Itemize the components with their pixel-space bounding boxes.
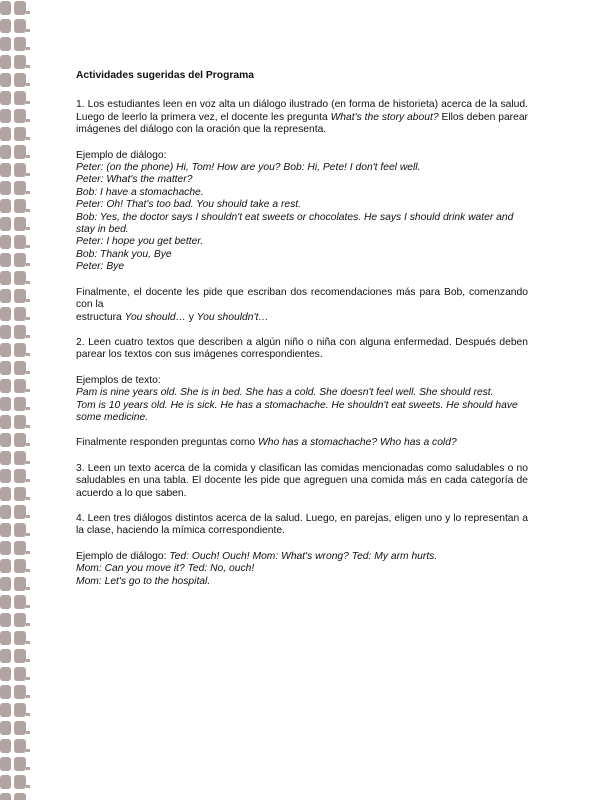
binding-block — [0, 649, 11, 663]
binding-block — [14, 253, 26, 267]
binding-block — [14, 433, 26, 447]
binding-notch — [26, 515, 30, 518]
binding-notch — [26, 785, 30, 788]
binding-block — [0, 361, 11, 375]
binding-notch — [26, 155, 30, 158]
binding-block — [14, 703, 26, 717]
dialogue-4-line: Mom: Can you move it? Ted: No, ouch! — [76, 563, 255, 575]
binding-block — [0, 289, 11, 303]
binding-notch — [26, 29, 30, 32]
binding-block — [0, 127, 11, 141]
binding-block — [14, 181, 26, 195]
dialogue-1-line: Peter: Oh! That's too bad. You should take a rest. — [76, 199, 302, 211]
binding-block — [0, 199, 11, 213]
binding-notch — [26, 371, 30, 374]
binding-block — [0, 343, 11, 357]
dialogue-1-line: Peter: (on the phone) Hi, Tom! How are you? Bob: Hi, Pete! I don't feel well. — [76, 162, 421, 174]
activity-2-paragraph: 2. Leen cuatro textos que describen a algún niño o niña con alguna enfermedad. Después deben parear los textos con sus imágenes correspondientes. — [76, 336, 528, 361]
binding-block — [14, 1, 26, 15]
binding-block — [0, 703, 11, 717]
binding-block — [0, 577, 11, 591]
binding-block — [0, 541, 11, 555]
binding-notch — [26, 731, 30, 734]
structure-connector: y — [185, 311, 197, 323]
binding-block — [14, 685, 26, 699]
binding-block — [14, 559, 26, 573]
binding-notch — [26, 227, 30, 230]
binding-block — [14, 505, 26, 519]
activity-3-paragraph: 3. Leen un texto acerca de la comida y clasifican las comidas mencionadas como saludables o no saludables en una tabla. El docente les pide que agreguen una comida más en cada categoría de acuerdo a lo que saben. — [76, 462, 528, 499]
binding-block — [0, 55, 11, 69]
binding-block — [14, 325, 26, 339]
binding-notch — [26, 641, 30, 644]
binding-notch — [26, 749, 30, 752]
binding-block — [14, 469, 26, 483]
binding-notch — [26, 461, 30, 464]
binding-notch — [26, 191, 30, 194]
structure-should: You should… — [124, 311, 186, 323]
binding-block — [0, 307, 11, 321]
binding-block — [14, 415, 26, 429]
final-2-question-2: Who has a cold? — [379, 437, 457, 449]
notebook-binding-strip — [0, 0, 30, 800]
binding-block — [0, 163, 11, 177]
binding-notch — [26, 551, 30, 554]
binding-block — [14, 721, 26, 735]
dialogue-4-line: Ted: Ouch! Ouch! Mom: What's wrong? Ted: My arm hurts. — [169, 550, 438, 562]
binding-notch — [26, 425, 30, 428]
dialogue-4-first-line — [76, 551, 528, 563]
binding-block — [14, 307, 26, 321]
binding-notch — [26, 497, 30, 500]
binding-block — [14, 487, 26, 501]
binding-block — [14, 739, 26, 753]
binding-block — [0, 775, 11, 789]
binding-block — [0, 73, 11, 87]
binding-block — [14, 451, 26, 465]
binding-notch — [26, 407, 30, 410]
binding-block — [0, 721, 11, 735]
binding-notch — [26, 245, 30, 248]
binding-block — [0, 91, 11, 105]
binding-block — [0, 739, 11, 753]
binding-block — [14, 577, 26, 591]
dialogue-1-line: Peter: Bye — [76, 261, 125, 273]
binding-notch — [26, 587, 30, 590]
binding-block — [14, 91, 26, 105]
binding-block — [14, 217, 26, 231]
binding-block — [0, 19, 11, 33]
binding-block — [14, 757, 26, 771]
structure-shouldnt: You shouldn't… — [196, 311, 269, 323]
binding-notch — [26, 335, 30, 338]
binding-block — [0, 559, 11, 573]
binding-block — [14, 289, 26, 303]
binding-notch — [26, 659, 30, 662]
binding-block — [0, 433, 11, 447]
binding-block — [14, 631, 26, 645]
activity-4-paragraph: 4. Leen tres diálogos distintos acerca de la salud. Luego, en parejas, eligen uno y lo representan a la clase, haciendo la mímica correspondiente. — [76, 512, 528, 537]
binding-block — [0, 451, 11, 465]
binding-notch — [26, 533, 30, 536]
binding-block — [0, 505, 11, 519]
binding-notch — [26, 263, 30, 266]
binding-block — [0, 217, 11, 231]
activity-1-paragraph — [76, 99, 528, 136]
binding-block — [0, 271, 11, 285]
binding-notch — [26, 209, 30, 212]
binding-block — [0, 415, 11, 429]
structure-label: estructura — [76, 311, 125, 323]
dialogue-1-line: Peter: What's the matter? — [76, 174, 193, 186]
final-2-paragraph — [76, 437, 528, 449]
dialogue-4-label: Ejemplo de diálogo: — [76, 550, 170, 562]
binding-block — [14, 37, 26, 51]
binding-notch — [26, 443, 30, 446]
binding-block — [14, 523, 26, 537]
page-title: Actividades sugeridas del Programa — [76, 70, 254, 81]
binding-notch — [26, 47, 30, 50]
binding-block — [0, 685, 11, 699]
binding-block — [14, 595, 26, 609]
binding-block — [14, 343, 26, 357]
binding-block — [14, 667, 26, 681]
binding-block — [14, 145, 26, 159]
dialogue-1-line: Bob: Thank you, Bye — [76, 248, 172, 260]
binding-block — [14, 73, 26, 87]
binding-notch — [26, 353, 30, 356]
binding-block — [0, 397, 11, 411]
final-1-structure — [76, 312, 528, 324]
binding-notch — [26, 281, 30, 284]
binding-block — [0, 181, 11, 195]
binding-notch — [26, 389, 30, 392]
binding-block — [14, 109, 26, 123]
binding-block — [0, 1, 11, 15]
binding-block — [0, 235, 11, 249]
binding-block — [0, 145, 11, 159]
activity-1-question: What's the story about? — [330, 111, 439, 123]
binding-block — [14, 127, 26, 141]
binding-notch — [26, 623, 30, 626]
binding-block — [14, 793, 26, 800]
binding-block — [14, 775, 26, 789]
binding-block — [14, 613, 26, 627]
binding-block — [14, 649, 26, 663]
binding-notch — [26, 695, 30, 698]
binding-block — [0, 523, 11, 537]
binding-notch — [26, 713, 30, 716]
binding-block — [0, 613, 11, 627]
document-body — [76, 70, 528, 588]
binding-block — [0, 757, 11, 771]
binding-notch — [26, 299, 30, 302]
binding-block — [14, 55, 26, 69]
binding-block — [14, 379, 26, 393]
dialogue-1-line: Bob: I have a stomachache. — [76, 186, 204, 198]
binding-block — [0, 595, 11, 609]
binding-block — [0, 793, 11, 800]
binding-block — [0, 469, 11, 483]
final-2-question-1: Who has a stomachache? — [258, 437, 378, 449]
dialogue-4-line: Mom: Let's go to the hospital. — [76, 575, 211, 587]
binding-block — [0, 253, 11, 267]
texts-2-line: Pam is nine years old. She is in bed. She has a cold. She doesn't feel well. She should rest. — [76, 387, 494, 399]
binding-block — [0, 325, 11, 339]
binding-notch — [26, 119, 30, 122]
texts-2-label: Ejemplos de texto: — [76, 374, 161, 386]
binding-block — [14, 361, 26, 375]
binding-block — [0, 487, 11, 501]
binding-block — [0, 667, 11, 681]
binding-block — [14, 397, 26, 411]
binding-block — [14, 199, 26, 213]
binding-notch — [26, 569, 30, 572]
binding-block — [0, 37, 11, 51]
binding-block — [14, 541, 26, 555]
binding-notch — [26, 83, 30, 86]
binding-block — [0, 631, 11, 645]
binding-notch — [26, 137, 30, 140]
binding-block — [0, 379, 11, 393]
texts-2-line: Tom is 10 years old. He is sick. He has a stomachache. He shouldn't eat sweets. He should have some medicine. — [76, 399, 518, 423]
binding-block — [14, 271, 26, 285]
dialogue-1-line: Bob: Yes, the doctor says I shouldn't eat sweets or chocolates. He says I should drink water and stay in bed. — [76, 211, 514, 236]
binding-notch — [26, 11, 30, 14]
binding-block — [14, 235, 26, 249]
final-1-paragraph: Finalmente, el docente les pide que escriban dos recomendaciones más para Bob, comenzando con la — [76, 286, 528, 311]
binding-notch — [26, 65, 30, 68]
activity-1-text: 1. Los estudiantes leen en voz alta un diálogo ilustrado (en forma de historieta) acerca de la salud. Luego de leerlo la primera vez, el docente les pregunta — [76, 99, 528, 123]
binding-notch — [26, 101, 30, 104]
binding-block — [0, 109, 11, 123]
binding-notch — [26, 317, 30, 320]
binding-notch — [26, 677, 30, 680]
dialogue-1-label: Ejemplo de diálogo: — [76, 149, 167, 161]
binding-notch — [26, 605, 30, 608]
dialogue-1-line: Peter: I hope you get better. — [76, 236, 204, 248]
binding-notch — [26, 479, 30, 482]
binding-block — [14, 163, 26, 177]
binding-block — [14, 19, 26, 33]
final-2-text: Finalmente responden preguntas como — [76, 437, 259, 449]
binding-notch — [26, 173, 30, 176]
binding-notch — [26, 767, 30, 770]
activity-1-text-end: Ellos deben parear imágenes del diálogo con la oración que la representa. — [76, 111, 528, 136]
